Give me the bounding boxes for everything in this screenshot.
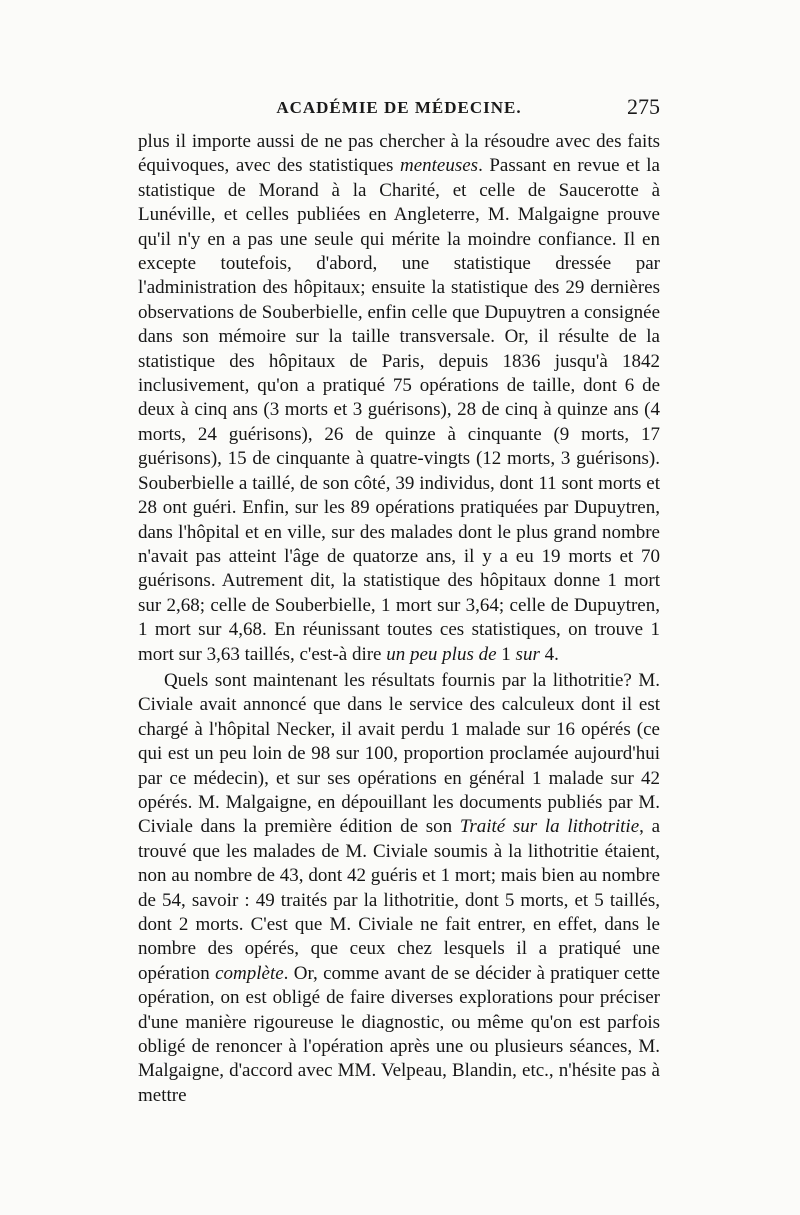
page-number: 275 [627,94,660,119]
italic-text: sur [515,643,540,665]
italic-text: Traité sur la lithotritie [459,816,640,838]
paragraph-text: , a trouvé que les malades de M. Civiale soumis à la lithotritie étaient, non au nombre de 43, dont 42 guéris et 1 mort; mais bien au nombre de 54, savoir : 49 traités par la lithotritie, dont 5 morts, et 5 taillés, dont 2 morts. C'est que M. Civiale ne fait entrer, en effet, dans le nombre des opérés, que ceux chez lesquels il a pratiqué une opération [138,816,661,984]
paragraph-text: 4. [539,643,559,665]
italic-text: menteuses [399,155,479,177]
paragraph [138,669,660,1108]
body-text [138,130,660,1108]
paragraph-text: . Or, comme avant de se décider à pratiquer cette opération, on est obligé de faire diverses explorations pour préciser d'une manière rigoureuse le diagnostic, ou même qu'on est parfois obligé de renoncer à l'opération après une ou plusieurs séances, M. Malgaigne, d'accord avec MM. Velpeau, Blandin, etc., n'hésite pas à mettre [138,962,660,1106]
running-title: ACADÉMIE DE MÉDECINE. [276,98,522,117]
italic-text: un peu plus de [386,643,497,665]
paragraph [138,130,660,667]
paragraph-text: . Passant en revue et la statistique de Morand à la Charité, et celle de Saucerotte à Lunéville, et celles publiées en Angleterre, M. Malgaigne prouve qu'il n'y en a pas une seule qui mérite la moindre confiance. Il en excepte toutefois, d'abord, une statistique dressée par l'administration des hôpitaux; ensuite la statistique des 29 dernières observations de Souberbielle, enfin celle que Dupuytren a consignée dans son mémoire sur la taille transversale. Or, il résulte de la statistique des hôpitaux de Paris, depuis 1836 jusqu'à 1842 inclusivement, qu'on a pratiqué 75 opérations de taille, dont 6 de deux à cinq ans (3 morts et 3 guérisons), 28 de cinq à quinze ans (4 morts, 24 guérisons), 26 de quinze à cinquante (9 morts, 17 guérisons), 15 de cinquante à quatre-vingts (12 morts, 3 guérisons). Souberbielle a taillé, de son côté, 39 individus, dont 11 sont morts et 28 ont guéri. Enfin, sur les 89 opérations pratiquées par Dupuytren, dans l'hôpital et en ville, sur des malades dont le plus grand nombre n'avait pas atteint l'âge de quatorze ans, il y a eu 19 morts et 70 guérisons. Autrement dit, la statistique des hôpitaux donne 1 mort sur 2,68; celle de Souberbielle, 1 mort sur 3,64; celle de Dupuytren, 1 mort sur 4,68. En réunissant toutes ces statistiques, on trouve 1 mort sur 3,63 taillés, c'est-à dire [138,155,660,665]
italic-text: complète [215,962,284,984]
paragraph-text: 1 [496,643,516,665]
paragraph-text: plus il importe aussi de ne pas chercher à la résoudre avec des faits équivoques, avec des statistiques [138,131,660,177]
running-head [138,96,660,122]
paragraph-text: Quels sont maintenant les résultats fournis par la lithotritie? M. Civiale avait annoncé que dans le service des calculeux dont il est chargé à l'hôpital Necker, il avait perdu 1 malade sur 16 opérés (ce qui est un peu loin de 98 sur 100, proportion proclamée aujourd'hui par ce médecin), et sur ses opérations en général 1 malade sur 42 opérés. M. Malgaigne, en dépouillant les documents publiés par M. Civiale dans la première édition de son [138,669,660,838]
